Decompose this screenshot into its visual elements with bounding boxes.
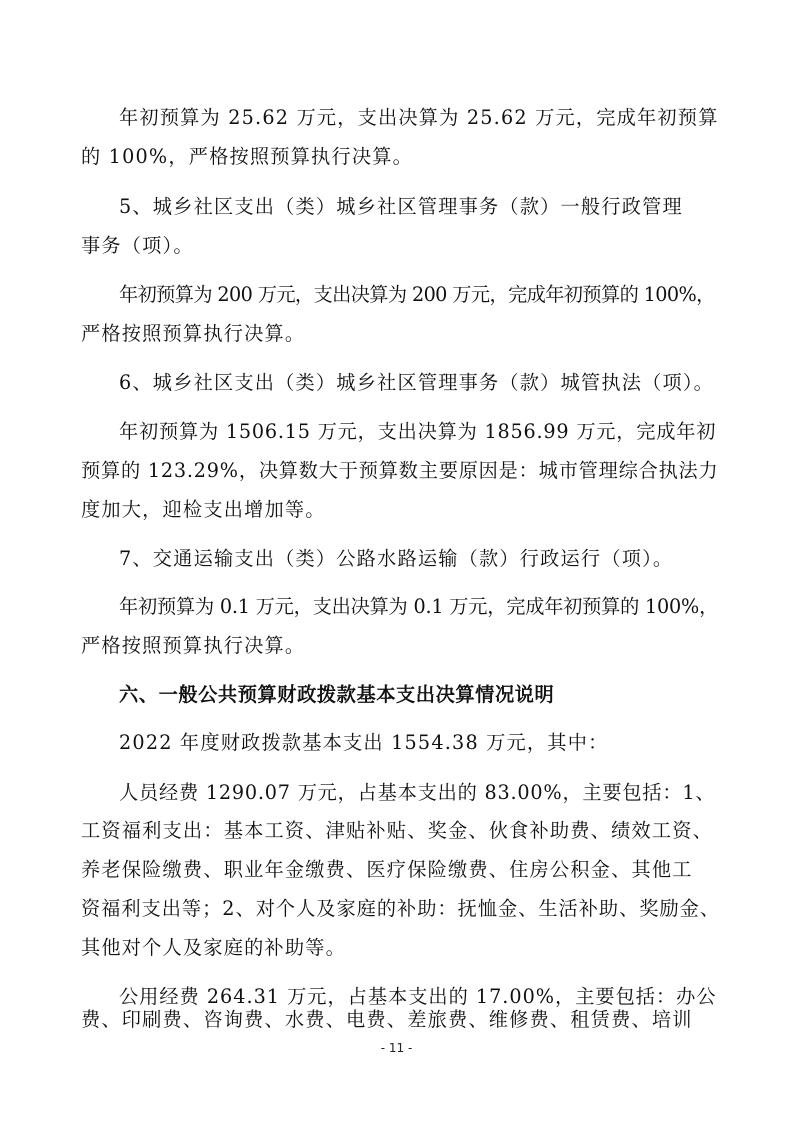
paragraph-line: 的 100%，严格按照预算执行决算。 [81,145,413,168]
paragraph-line: 养老保险缴费、职业年金缴费、医疗保险缴费、住房公积金、其他工 [81,858,693,881]
paragraph-line: 年初预算为 200 万元，支出决算为 200 万元，完成年初预算的 100%， [119,283,715,306]
paragraph-line: 年初预算为 1506.15 万元，支出决算为 1856.99 万元，完成年初 [119,420,717,443]
paragraph-line: 年初预算为 25.62 万元，支出决算为 25.62 万元，完成年初预算 [119,106,719,129]
paragraph-line: 6、城乡社区支出（类）城乡社区管理事务（款）城管执法（项）。 [119,371,715,394]
paragraph-line: 其他对个人及家庭的补助等。 [81,936,347,959]
paragraph-line: 度加大，迎检支出增加等。 [81,498,326,521]
paragraph-line: 严格按照预算执行决算。 [81,322,306,345]
section-heading: 六、一般公共预算财政拨款基本支出决算情况说明 [119,683,555,706]
page-number: - 11 - [380,1041,413,1055]
paragraph-line: 资福利支出等；2、对个人及家庭的补助：抚恤金、生活补助、奖励金、 [81,897,721,920]
paragraph-line: 费、印刷费、咨询费、水费、电费、差旅费、维修费、租赁费、培训 [81,1008,693,1031]
paragraph-line: 2022 年度财政拨款基本支出 1554.38 万元，其中： [119,731,609,754]
paragraph-line: 预算的 123.29%，决算数大于预算数主要原因是：城市管理综合执法力 [81,459,719,482]
paragraph-line: 工资福利支出：基本工资、津贴补贴、奖金、伙食补助费、绩效工资、 [81,819,714,842]
paragraph-line: 严格按照预算执行决算。 [81,634,306,657]
paragraph-line: 年初预算为 0.1 万元，支出决算为 0.1 万元，完成年初预算的 100%， [119,595,719,618]
paragraph-line: 公用经费 264.31 万元，占基本支出的 17.00%，主要包括：办公 [119,985,717,1008]
paragraph-line: 5、城乡社区支出（类）城乡社区管理事务（款）一般行政管理 [119,195,683,218]
paragraph-line: 人员经费 1290.07 万元，占基本支出的 83.00%，主要包括：1、 [119,781,716,804]
paragraph-line: 事务（项）。 [81,234,194,257]
paragraph-line: 7、交通运输支出（类）公路水路运输（款）行政运行（项）。 [119,547,674,570]
